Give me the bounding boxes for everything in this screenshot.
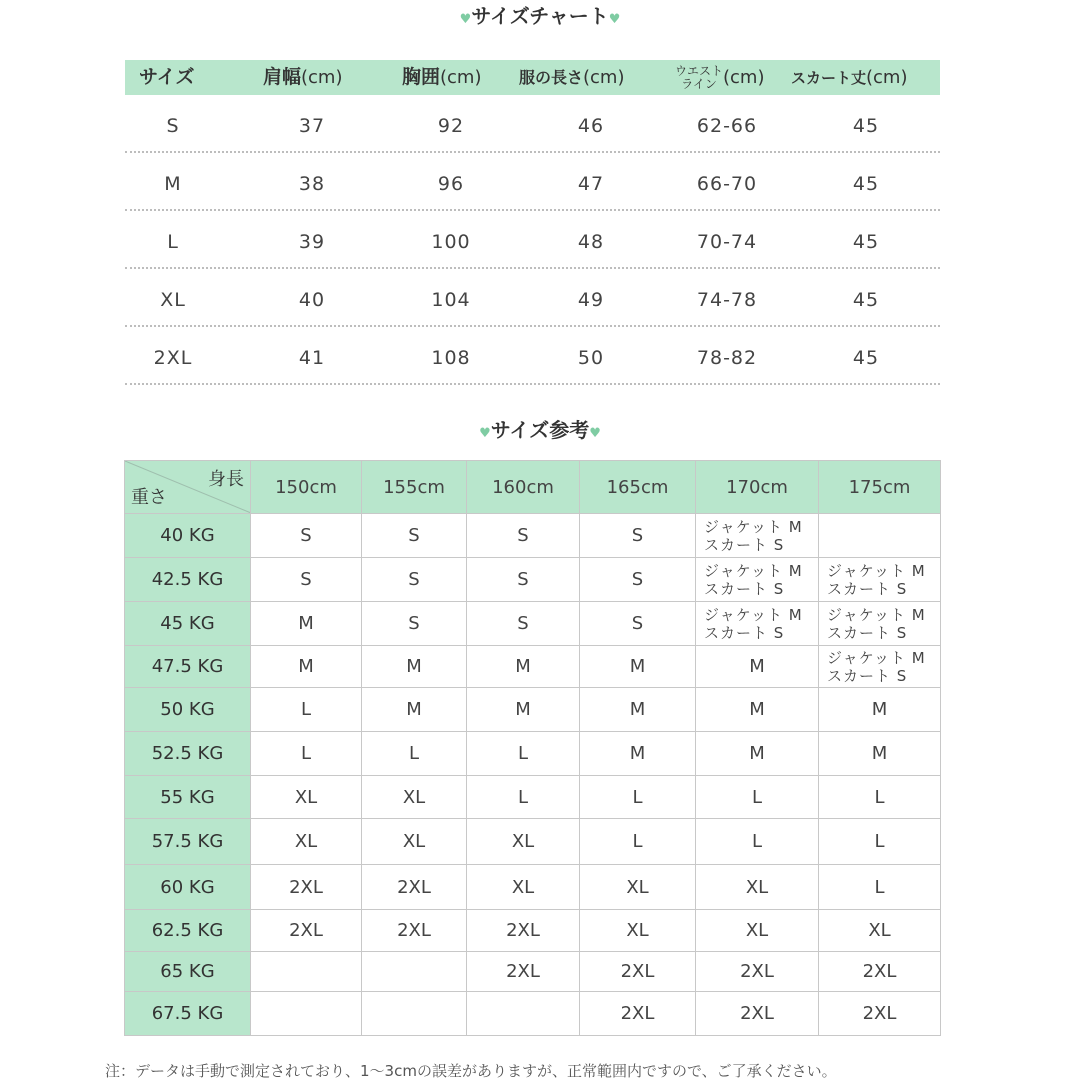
size-cell: L (251, 688, 362, 732)
size-cell: XL (696, 910, 819, 952)
size-cell: XL (580, 910, 696, 952)
size-chart-cell: XL (160, 289, 186, 311)
weight-cell: 62.5 KG (125, 910, 251, 952)
size-cell (362, 952, 467, 992)
size-cell (362, 992, 467, 1036)
reference-row (125, 910, 941, 952)
size-cell: XL (467, 819, 580, 865)
size-cell: 2XL (696, 952, 819, 992)
size-cell: 2XL (819, 952, 941, 992)
size-cell: 2XL (251, 910, 362, 952)
size-reference-title-text: サイズ参考 (490, 418, 590, 442)
size-cell: L (819, 865, 941, 910)
size-cell: S (580, 514, 696, 558)
jacket-size: ジャケット M (704, 561, 803, 580)
size-chart-row (125, 95, 940, 153)
height-header: 175cm (819, 461, 941, 514)
size-cell: L (251, 732, 362, 776)
leaf-icon: ♥ (459, 12, 472, 27)
size-cell: M (580, 646, 696, 688)
size-cell: M (580, 732, 696, 776)
reference-row (125, 952, 941, 992)
size-cell: M (251, 602, 362, 646)
skirt-size: スカート S (827, 579, 908, 598)
corner-height-label: 身長 (208, 469, 244, 490)
size-cell: L (696, 776, 819, 819)
size-cell: M (467, 646, 580, 688)
reference-row (125, 514, 941, 558)
size-cell (467, 992, 580, 1036)
size-cell: S (251, 514, 362, 558)
reference-row (125, 558, 941, 602)
skirt-size: スカート S (827, 666, 908, 685)
size-chart-cell: 62-66 (696, 115, 758, 137)
reference-row (125, 602, 941, 646)
size-cell: 2XL (467, 910, 580, 952)
size-cell: M (362, 688, 467, 732)
size-cell: XL (467, 865, 580, 910)
size-cell (251, 992, 362, 1036)
height-header: 160cm (467, 461, 580, 514)
size-cell: XL (251, 776, 362, 819)
size-cell: XL (696, 865, 819, 910)
size-cell: S (362, 602, 467, 646)
size-chart-cell: 92 (437, 115, 465, 137)
size-chart-cell: 104 (431, 289, 471, 311)
size-cell: 2XL (819, 992, 941, 1036)
height-header: 165cm (580, 461, 696, 514)
reference-row (125, 776, 941, 819)
size-chart-cell: 49 (577, 289, 605, 311)
size-chart-row (125, 327, 940, 385)
leaf-icon: ♥ (479, 426, 491, 441)
weight-cell: 55 KG (125, 776, 251, 819)
size-chart-row (125, 211, 940, 269)
size-cell: L (696, 819, 819, 865)
size-chart-cell: 45 (852, 173, 880, 195)
size-cell (696, 514, 819, 558)
weight-cell: 52.5 KG (125, 732, 251, 776)
size-chart-cell: 45 (852, 231, 880, 253)
leaf-icon: ♥ (589, 426, 601, 441)
leaf-icon: ♥ (608, 12, 621, 27)
size-chart-cell: 46 (577, 115, 605, 137)
header-chest: 胸囲(cm) (402, 66, 482, 88)
size-cell: L (819, 819, 941, 865)
size-cell: L (819, 776, 941, 819)
size-cell: M (362, 646, 467, 688)
size-cell: M (696, 688, 819, 732)
size-cell: L (580, 819, 696, 865)
corner-weight-label: 重さ (131, 487, 167, 508)
skirt-size: スカート S (704, 623, 785, 642)
weight-cell: 47.5 KG (125, 646, 251, 688)
size-cell: L (467, 776, 580, 819)
size-reference-table (124, 460, 941, 1036)
size-chart-body (125, 95, 940, 385)
size-cell: M (696, 732, 819, 776)
size-cell: S (580, 558, 696, 602)
size-chart-cell: 45 (852, 289, 880, 311)
size-cell: 2XL (251, 865, 362, 910)
jacket-size: ジャケット M (704, 517, 803, 536)
size-chart-cell: 37 (298, 115, 326, 137)
size-cell: 2XL (362, 865, 467, 910)
weight-cell: 42.5 KG (125, 558, 251, 602)
jacket-size: ジャケット M (827, 648, 926, 667)
size-chart (125, 60, 940, 385)
size-chart-cell: 41 (298, 347, 326, 369)
size-chart-cell: 96 (437, 173, 465, 195)
size-cell: XL (251, 819, 362, 865)
height-header: 170cm (696, 461, 819, 514)
size-cell (696, 602, 819, 646)
size-cell: XL (362, 819, 467, 865)
size-cell: S (467, 558, 580, 602)
size-cell: S (362, 558, 467, 602)
skirt-size: スカート S (827, 623, 908, 642)
size-cell: L (362, 732, 467, 776)
size-cell: 2XL (696, 992, 819, 1036)
weight-cell: 65 KG (125, 952, 251, 992)
size-cell: 2XL (467, 952, 580, 992)
size-chart-cell: 47 (577, 173, 605, 195)
height-header: 150cm (251, 461, 362, 514)
header-skirt: スカート丈(cm) (791, 67, 908, 88)
size-cell: S (251, 558, 362, 602)
reference-body (125, 514, 941, 1036)
jacket-size: ジャケット M (827, 605, 926, 624)
size-cell: 2XL (580, 992, 696, 1036)
size-chart-cell: 45 (852, 115, 880, 137)
size-chart-title-text: サイズチャート (471, 4, 609, 28)
reference-row (125, 865, 941, 910)
size-chart-cell: 78-82 (696, 347, 758, 369)
reference-row (125, 819, 941, 865)
jacket-size: ジャケット M (827, 561, 926, 580)
reference-row (125, 688, 941, 732)
size-cell (819, 646, 941, 688)
size-cell: L (580, 776, 696, 819)
header-waist: ウエスト ライン (cm) (675, 63, 765, 91)
reference-header-row (125, 461, 941, 514)
size-cell: L (467, 732, 580, 776)
weight-cell: 45 KG (125, 602, 251, 646)
size-cell (819, 602, 941, 646)
size-reference-title (0, 414, 1080, 443)
size-chart-cell: M (164, 173, 182, 195)
size-cell: 2XL (580, 952, 696, 992)
weight-cell: 60 KG (125, 865, 251, 910)
header-shoulder: 肩幅(cm) (263, 66, 343, 88)
skirt-size: スカート S (704, 579, 785, 598)
size-chart-cell: 70-74 (696, 231, 758, 253)
size-chart-cell: 38 (298, 173, 326, 195)
size-chart-header (125, 60, 940, 95)
size-cell: S (467, 514, 580, 558)
size-cell: M (467, 688, 580, 732)
size-cell: M (251, 646, 362, 688)
size-cell (819, 558, 941, 602)
size-cell: S (467, 602, 580, 646)
size-cell (819, 514, 941, 558)
size-cell: 2XL (362, 910, 467, 952)
reference-row (125, 646, 941, 688)
size-chart-cell: L (167, 231, 179, 253)
size-cell: M (819, 688, 941, 732)
size-chart-cell: 40 (298, 289, 326, 311)
weight-cell: 57.5 KG (125, 819, 251, 865)
header-size: サイズ (139, 66, 195, 88)
weight-cell: 67.5 KG (125, 992, 251, 1036)
jacket-size: ジャケット M (704, 605, 803, 624)
size-cell: XL (819, 910, 941, 952)
size-chart-cell: 74-78 (696, 289, 758, 311)
size-cell: M (696, 646, 819, 688)
height-header: 155cm (362, 461, 467, 514)
weight-cell: 50 KG (125, 688, 251, 732)
size-cell (251, 952, 362, 992)
size-chart-cell: S (166, 115, 180, 137)
size-chart-cell: 50 (577, 347, 605, 369)
corner-cell (125, 461, 251, 514)
size-cell: S (362, 514, 467, 558)
size-chart-title (0, 0, 1080, 29)
size-chart-cell: 2XL (153, 347, 193, 369)
reference-row (125, 732, 941, 776)
size-chart-row (125, 153, 940, 211)
size-cell: XL (362, 776, 467, 819)
size-chart-cell: 108 (431, 347, 471, 369)
size-cell: XL (580, 865, 696, 910)
skirt-size: スカート S (704, 535, 785, 554)
size-chart-cell: 39 (298, 231, 326, 253)
footnote: 注：データは手動で測定されており、1〜3cmの誤差がありますが、正常範囲内ですので、ご了承ください。 (105, 1062, 837, 1080)
size-chart-cell: 100 (431, 231, 471, 253)
size-cell: S (580, 602, 696, 646)
size-chart-cell: 66-70 (696, 173, 758, 195)
size-chart-cell: 48 (577, 231, 605, 253)
size-chart-row (125, 269, 940, 327)
size-cell (696, 558, 819, 602)
header-length: 服の長さ(cm) (519, 67, 625, 88)
reference-row (125, 992, 941, 1036)
size-chart-cell: 45 (852, 347, 880, 369)
weight-cell: 40 KG (125, 514, 251, 558)
size-cell: M (580, 688, 696, 732)
size-cell: M (819, 732, 941, 776)
